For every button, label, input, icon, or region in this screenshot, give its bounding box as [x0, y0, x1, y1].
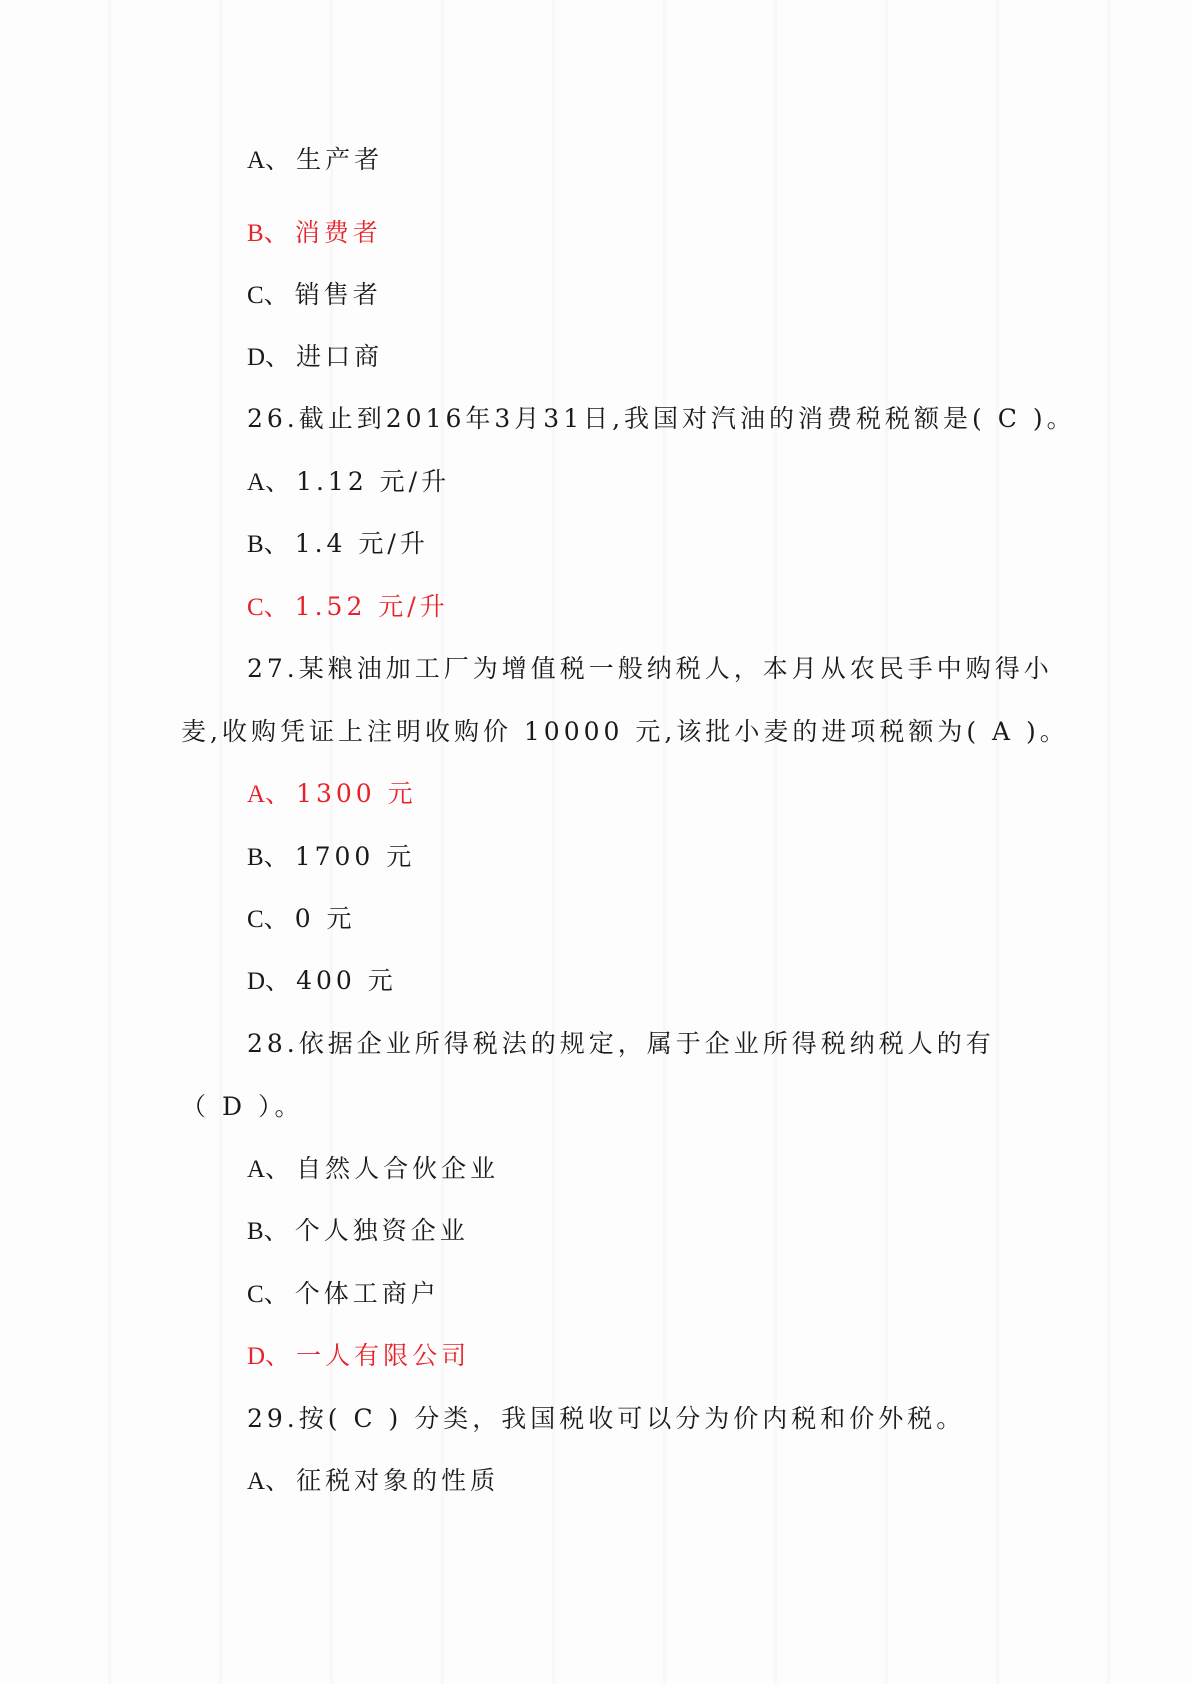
q27-stem-line2: 麦,收购凭证上注明收购价 10000 元,该批小麦的进项税额为( A )。	[181, 717, 1069, 746]
q26-option-a	[247, 469, 450, 495]
option-text: 1700 元	[294, 842, 416, 871]
q28-option-b	[247, 1218, 469, 1244]
q27-option-a-correct	[247, 781, 417, 807]
option-label: C、	[247, 906, 289, 933]
q25-option-d	[247, 344, 383, 370]
q26-option-b	[247, 531, 429, 557]
option-label: A、	[247, 781, 291, 808]
option-text: 征税对象的性质	[296, 1466, 500, 1495]
option-text: 进口商	[296, 342, 384, 371]
q27-option-b	[247, 844, 415, 870]
option-text: 400 元	[296, 966, 397, 995]
q25-option-a	[247, 147, 383, 173]
option-label: A、	[247, 1468, 291, 1495]
option-text: 0 元	[294, 904, 356, 933]
q27-option-c	[247, 906, 356, 932]
q27-stem-line1: 27.某粮油加工厂为增值税一般纳税人，本月从农民手中购得小	[247, 654, 1053, 683]
option-text: 1.12 元/升	[296, 467, 451, 496]
option-text: 个体工商户	[294, 1279, 440, 1308]
option-label: A、	[247, 147, 291, 174]
option-text: 一人有限公司	[296, 1341, 471, 1370]
option-label: B、	[247, 220, 289, 247]
option-label: B、	[247, 1218, 289, 1245]
option-label: C、	[247, 282, 289, 309]
option-label: B、	[247, 531, 289, 558]
q28-stem-line2: （ D ）。	[181, 1092, 304, 1121]
option-label: C、	[247, 1281, 289, 1308]
option-text: 1.52 元/升	[294, 592, 449, 621]
option-text: 个人独资企业	[294, 1216, 469, 1245]
option-label: D、	[247, 344, 291, 371]
q25-option-c	[247, 282, 382, 308]
q29-stem: 29.按( C ) 分类，我国税收可以分为价内税和价外税。	[247, 1404, 966, 1433]
option-text: 自然人合伙企业	[296, 1154, 500, 1183]
option-text: 生产者	[296, 145, 384, 174]
q25-option-b-correct	[247, 220, 382, 246]
q28-option-a	[247, 1156, 499, 1182]
option-label: C、	[247, 594, 289, 621]
option-label: A、	[247, 469, 291, 496]
option-label: D、	[247, 1343, 291, 1370]
option-text: 1300 元	[296, 779, 417, 808]
option-text: 1.4 元/升	[294, 529, 429, 558]
q28-option-d-correct	[247, 1343, 470, 1369]
option-text: 消费者	[294, 218, 382, 247]
q28-option-c	[247, 1281, 440, 1307]
option-text: 销售者	[294, 280, 382, 309]
q26-stem: 26.截止到2016年3月31日,我国对汽油的消费税税额是( C )。	[247, 404, 1076, 433]
option-label: A、	[247, 1156, 291, 1183]
option-label: D、	[247, 968, 291, 995]
q26-option-c-correct	[247, 594, 449, 620]
option-label: B、	[247, 844, 289, 871]
q27-option-d	[247, 968, 397, 994]
q29-option-a	[247, 1468, 499, 1494]
q28-stem-line1: 28.依据企业所得税法的规定，属于企业所得税纳税人的有	[247, 1029, 995, 1058]
